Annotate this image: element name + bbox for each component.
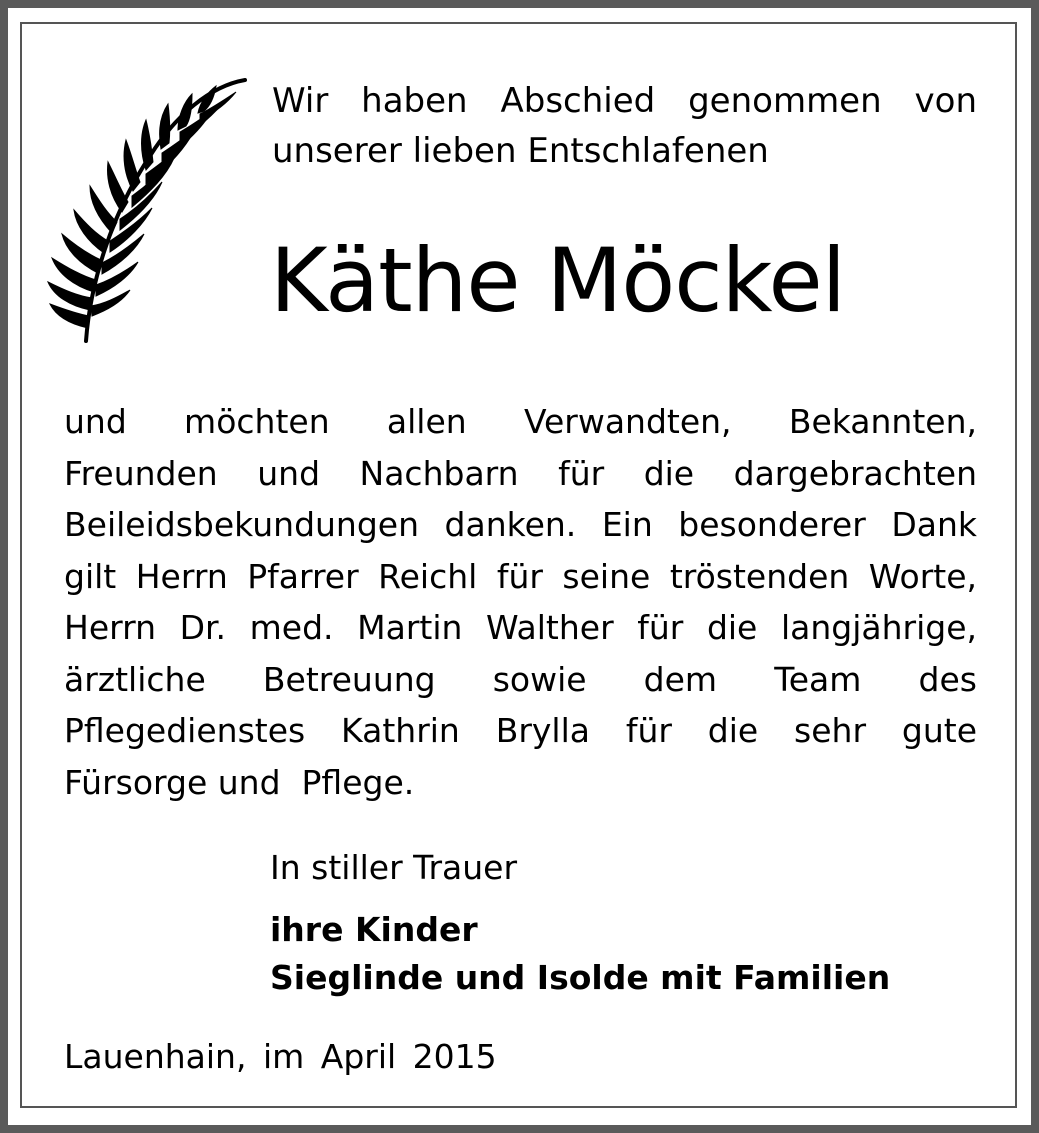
intro-line: Wir haben Abschied genommen von (272, 81, 977, 121)
body-line: Beileidsbekundungen danken. Ein besonderer Dank (64, 505, 977, 544)
signature-line: Sieglinde und Isolde mit Familien (270, 958, 891, 997)
intro-line: unserer lieben Entschlafenen (272, 131, 769, 171)
body-line: Pflegedienstes Kathrin Brylla für die sehr gute (64, 711, 977, 750)
signature (270, 906, 890, 1002)
body-line: ärztliche Betreuung sowie dem Team des (64, 659, 977, 699)
signature-line: ihre Kinder (270, 910, 478, 949)
deceased-name: Käthe Möckel (270, 229, 846, 332)
mourning-phrase: In stiller Trauer (270, 848, 518, 887)
body-line: Herrn Dr. med. Martin Walther für die langjährige, (64, 608, 977, 647)
body-line: Freunden und Nachbarn für die dargebrachten (64, 453, 977, 493)
body-line: und möchten allen Verwandten, Bekannten, (64, 402, 977, 441)
place-date: Lauenhain, im April 2015 (64, 1037, 497, 1076)
intro-text (272, 76, 977, 176)
palm-leaf-icon (40, 66, 250, 346)
body-line: Fürsorge und Pflege. (64, 762, 415, 802)
body-line: gilt Herrn Pfarrer Reichl für seine tröstenden Worte, (64, 556, 977, 596)
thanks-text (64, 396, 977, 808)
